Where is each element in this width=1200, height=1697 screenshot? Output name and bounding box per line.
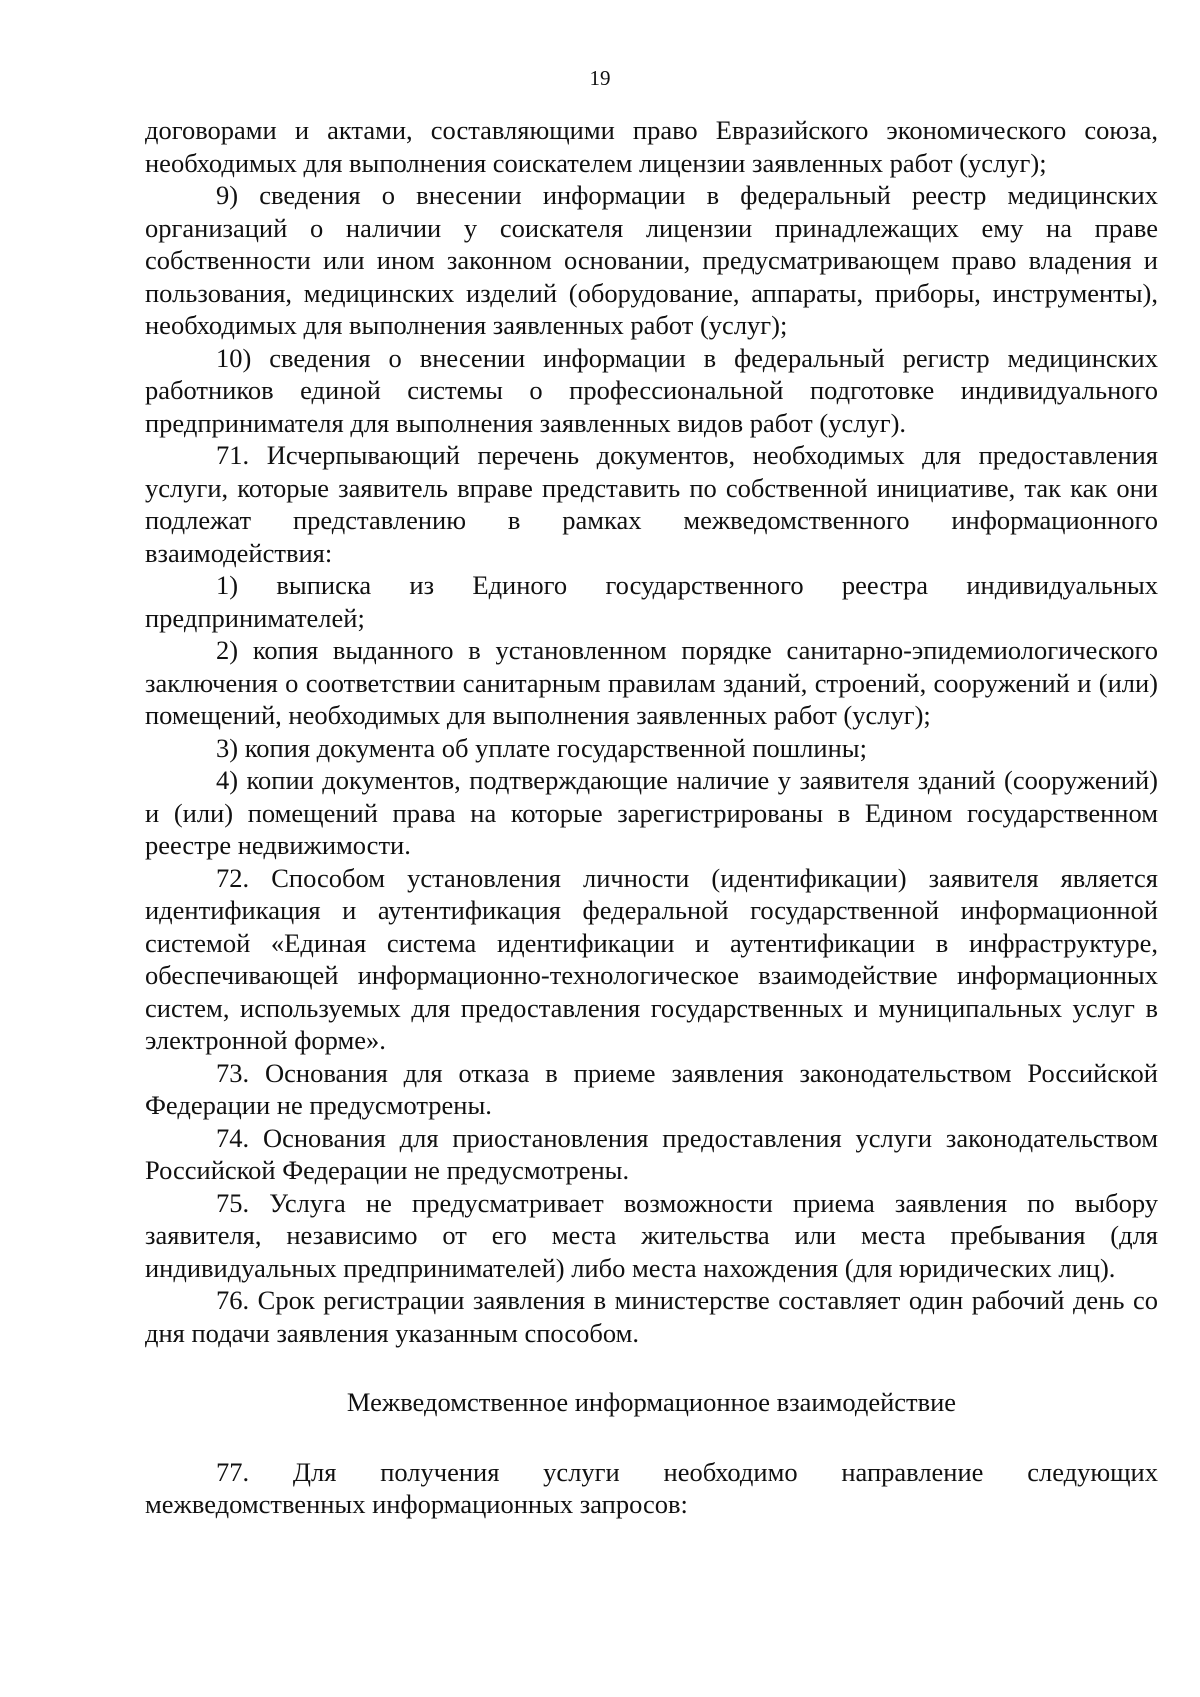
paragraph-item-10: 10) сведения о внесении информации в федеральный регистр медицинских работников единой системы о профессиональной подготовке индивидуального предпринимателя для выполнения заявленных видов работ (услуг).	[145, 342, 1158, 438]
paragraph-72: 72. Способом установления личности (идентификации) заявителя является идентификация и аутентификация федеральной государственной информационной системой «Единая система идентификации и аутентификации в инфраструктуре, обеспечивающей информационно-технологическое взаимодействие информационных систем, используемых для предоставления государственных и муниципальных услуг в электронной форме».	[145, 862, 1158, 1055]
paragraph-item-4: 4) копии документов, подтверждающие наличие у заявителя зданий (сооружений) и (или) помещений права на которые зарегистрированы в Едином государственном реестре недвижимости.	[145, 765, 1158, 860]
paragraph-77: 77. Для получения услуги необходимо направление следующих межведомственных информационных запросов:	[145, 1456, 1158, 1519]
paragraph-71: 71. Исчерпывающий перечень документов, необходимых для предоставления услуги, которые заявитель вправе представить по собственной инициативе, так как они подлежат представлению в рамках межведомственного информационного взаимодействия:	[145, 440, 1158, 568]
paragraph-item-2: 2) копия выданного в установленном порядке санитарно-эпидемиологического заключения о соответствии санитарным правилам зданий, строений, сооружений и (или) помещений, необходимых для выполнения заявленных работ (услуг);	[145, 635, 1158, 730]
page-number: 19	[589, 66, 611, 90]
paragraph-continuation: договорами и актами, составляющими право Евразийского экономического союза, необходимых для выполнения соискателем лицензии заявленных работ (услуг);	[145, 115, 1158, 178]
paragraph-74: 74. Основания для приостановления предоставления услуги законодательством Российской Федерации не предусмотрены.	[145, 1122, 1158, 1185]
paragraph-item-1: 1) выписка из Единого государственного реестра индивидуальных предпринимателей;	[145, 570, 1158, 633]
section-heading: Межведомственное информационное взаимодействие	[346, 1387, 957, 1417]
paragraph-75: 75. Услуга не предусматривает возможности приема заявления по выбору заявителя, независимо от его места жительства или места пребывания (для индивидуальных предпринимателей) либо места нахождения (для юридических лиц).	[145, 1187, 1158, 1283]
paragraph-76: 76. Срок регистрации заявления в министерстве составляет один рабочий день со дня подачи заявления указанным способом.	[145, 1285, 1158, 1348]
paragraph-item-9: 9) сведения о внесении информации в федеральный реестр медицинских организаций о наличии у соискателя лицензии принадлежащих ему на праве собственности или ином законном основании, предусматривающем право владения и пользования, медицинских изделий (оборудование, аппараты, приборы, инструменты), необходимых для выполнения заявленных работ (услуг);	[145, 180, 1158, 340]
document-body	[145, 114, 1158, 1521]
paragraph-73: 73. Основания для отказа в приеме заявления законодательством Российской Федерации не предусмотрены.	[145, 1057, 1158, 1120]
paragraph-item-3: 3) копия документа об уплате государственной пошлины;	[216, 732, 867, 763]
